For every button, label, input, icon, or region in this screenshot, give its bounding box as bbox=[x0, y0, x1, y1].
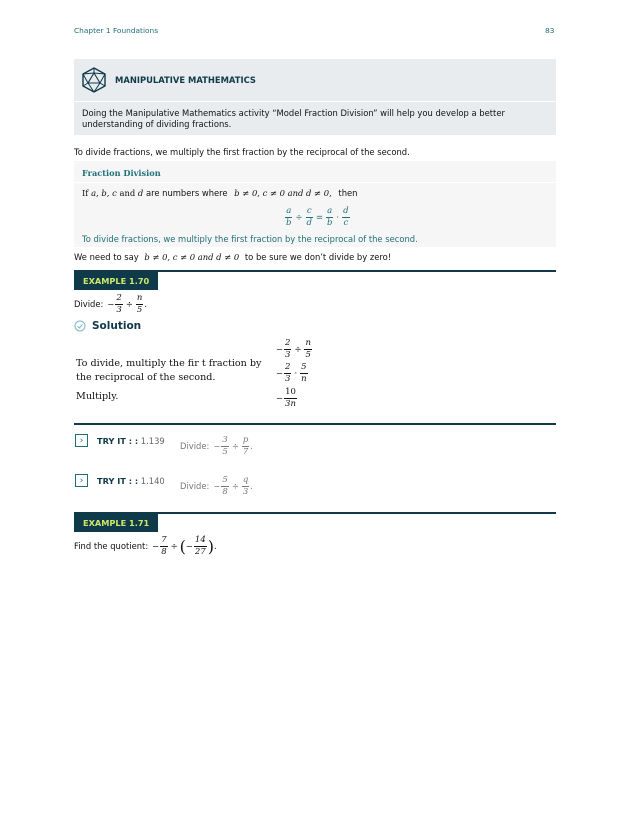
rule-text: To divide fractions, we multiply the first fraction by the reciprocal of the second. bbox=[82, 234, 418, 244]
solution-step-3-expr: − $\frac{10}{3n}$ bbox=[276, 387, 296, 409]
example1-end-rule bbox=[74, 423, 556, 425]
example-tag: EXAMPLE 1.71 bbox=[74, 514, 158, 532]
manipulative-title: MANIPULATIVE MATHEMATICS bbox=[115, 75, 256, 85]
find-quotient-label: Find the quotient: bbox=[74, 541, 149, 551]
try2-divide-label: Divide: bbox=[180, 481, 210, 491]
try-it-expand-button[interactable] bbox=[75, 434, 88, 447]
note-prefix: We need to say bbox=[74, 252, 139, 262]
divide-label: Divide: bbox=[74, 299, 104, 309]
solution-heading bbox=[74, 320, 141, 332]
note-suffix: to be sure we don’t divide by zero! bbox=[244, 252, 392, 262]
condition-math: b ≠ 0, c ≠ 0 and d ≠ 0, bbox=[234, 188, 332, 198]
chevron-right-icon: › bbox=[79, 475, 84, 486]
try1-divide-label: Divide: bbox=[180, 441, 210, 451]
chapter-header: Chapter 1 Foundations bbox=[74, 26, 159, 35]
manipulative-box bbox=[74, 59, 556, 135]
solution-step-2-text: To divide, multiply the fir t fraction by the reciprocal of the second. bbox=[76, 358, 262, 383]
example-banner-1 bbox=[74, 270, 556, 290]
example1-prompt: Divide: − $\frac{2}{3}$ ÷ $\frac{n}{5}$ . bbox=[74, 293, 147, 315]
example-banner-2 bbox=[74, 512, 556, 532]
solution-step-2-expr: − $\frac{2}{3}$ · $\frac{5}{n}$ bbox=[276, 362, 307, 384]
division-formula: $\frac{a}{b}$ ÷ $\frac{c}{d}$ = $\frac{a}{b}$ · $\frac{d}{c}$ bbox=[286, 206, 349, 228]
note-condition: b ≠ 0, c ≠ 0 and d ≠ 0 bbox=[144, 252, 240, 262]
intro-text: To divide fractions, we multiply the first fraction by the reciprocal of the second. bbox=[74, 147, 410, 157]
and-word: and bbox=[119, 188, 136, 198]
example-tag: EXAMPLE 1.70 bbox=[74, 272, 158, 290]
check-circle-icon bbox=[74, 320, 86, 332]
are-numbers-text: are numbers where bbox=[145, 188, 228, 198]
vars-abc: a, b, c bbox=[91, 188, 117, 198]
try-number: 1.140 bbox=[140, 476, 165, 486]
definition-line bbox=[82, 188, 357, 198]
icosahedron-icon bbox=[81, 67, 107, 93]
fraction-division-box bbox=[74, 161, 556, 247]
try-it-expand-button[interactable] bbox=[75, 474, 88, 487]
try-it-label-1 bbox=[97, 436, 165, 446]
manipulative-text: Doing the Manipulative Mathematics activity “Model Fraction Division” will help you develop a better understanding of dividing fractions. bbox=[82, 108, 505, 129]
solution-step-1-expr: − $\frac{2}{3}$ ÷ $\frac{n}{5}$ bbox=[276, 338, 311, 360]
fraction-division-title: Fraction Division bbox=[82, 168, 161, 178]
var-d: d bbox=[137, 188, 144, 198]
then-word: then bbox=[338, 188, 358, 198]
example2-prompt: Find the quotient: − $\frac{7}{8}$ ÷ ( − $\frac{14}{27}$ ) . bbox=[74, 535, 217, 557]
chevron-right-icon: › bbox=[79, 435, 84, 446]
try-label: TRY IT : : bbox=[97, 436, 139, 446]
if-word: If bbox=[82, 188, 89, 198]
zero-note bbox=[74, 252, 391, 262]
try1-prompt: Divide: − $\frac{3}{5}$ ÷ $\frac{p}{7}$ . bbox=[180, 435, 253, 457]
page-number: 83 bbox=[545, 26, 555, 35]
try-number: 1.139 bbox=[140, 436, 165, 446]
try2-prompt: Divide: − $\frac{5}{8}$ ÷ $\frac{q}{3}$ . bbox=[180, 475, 253, 497]
solution-label: Solution bbox=[92, 320, 142, 332]
solution-step-3-text: Multiply. bbox=[76, 391, 119, 402]
try-it-label-2 bbox=[97, 476, 165, 486]
try-label: TRY IT : : bbox=[97, 476, 139, 486]
